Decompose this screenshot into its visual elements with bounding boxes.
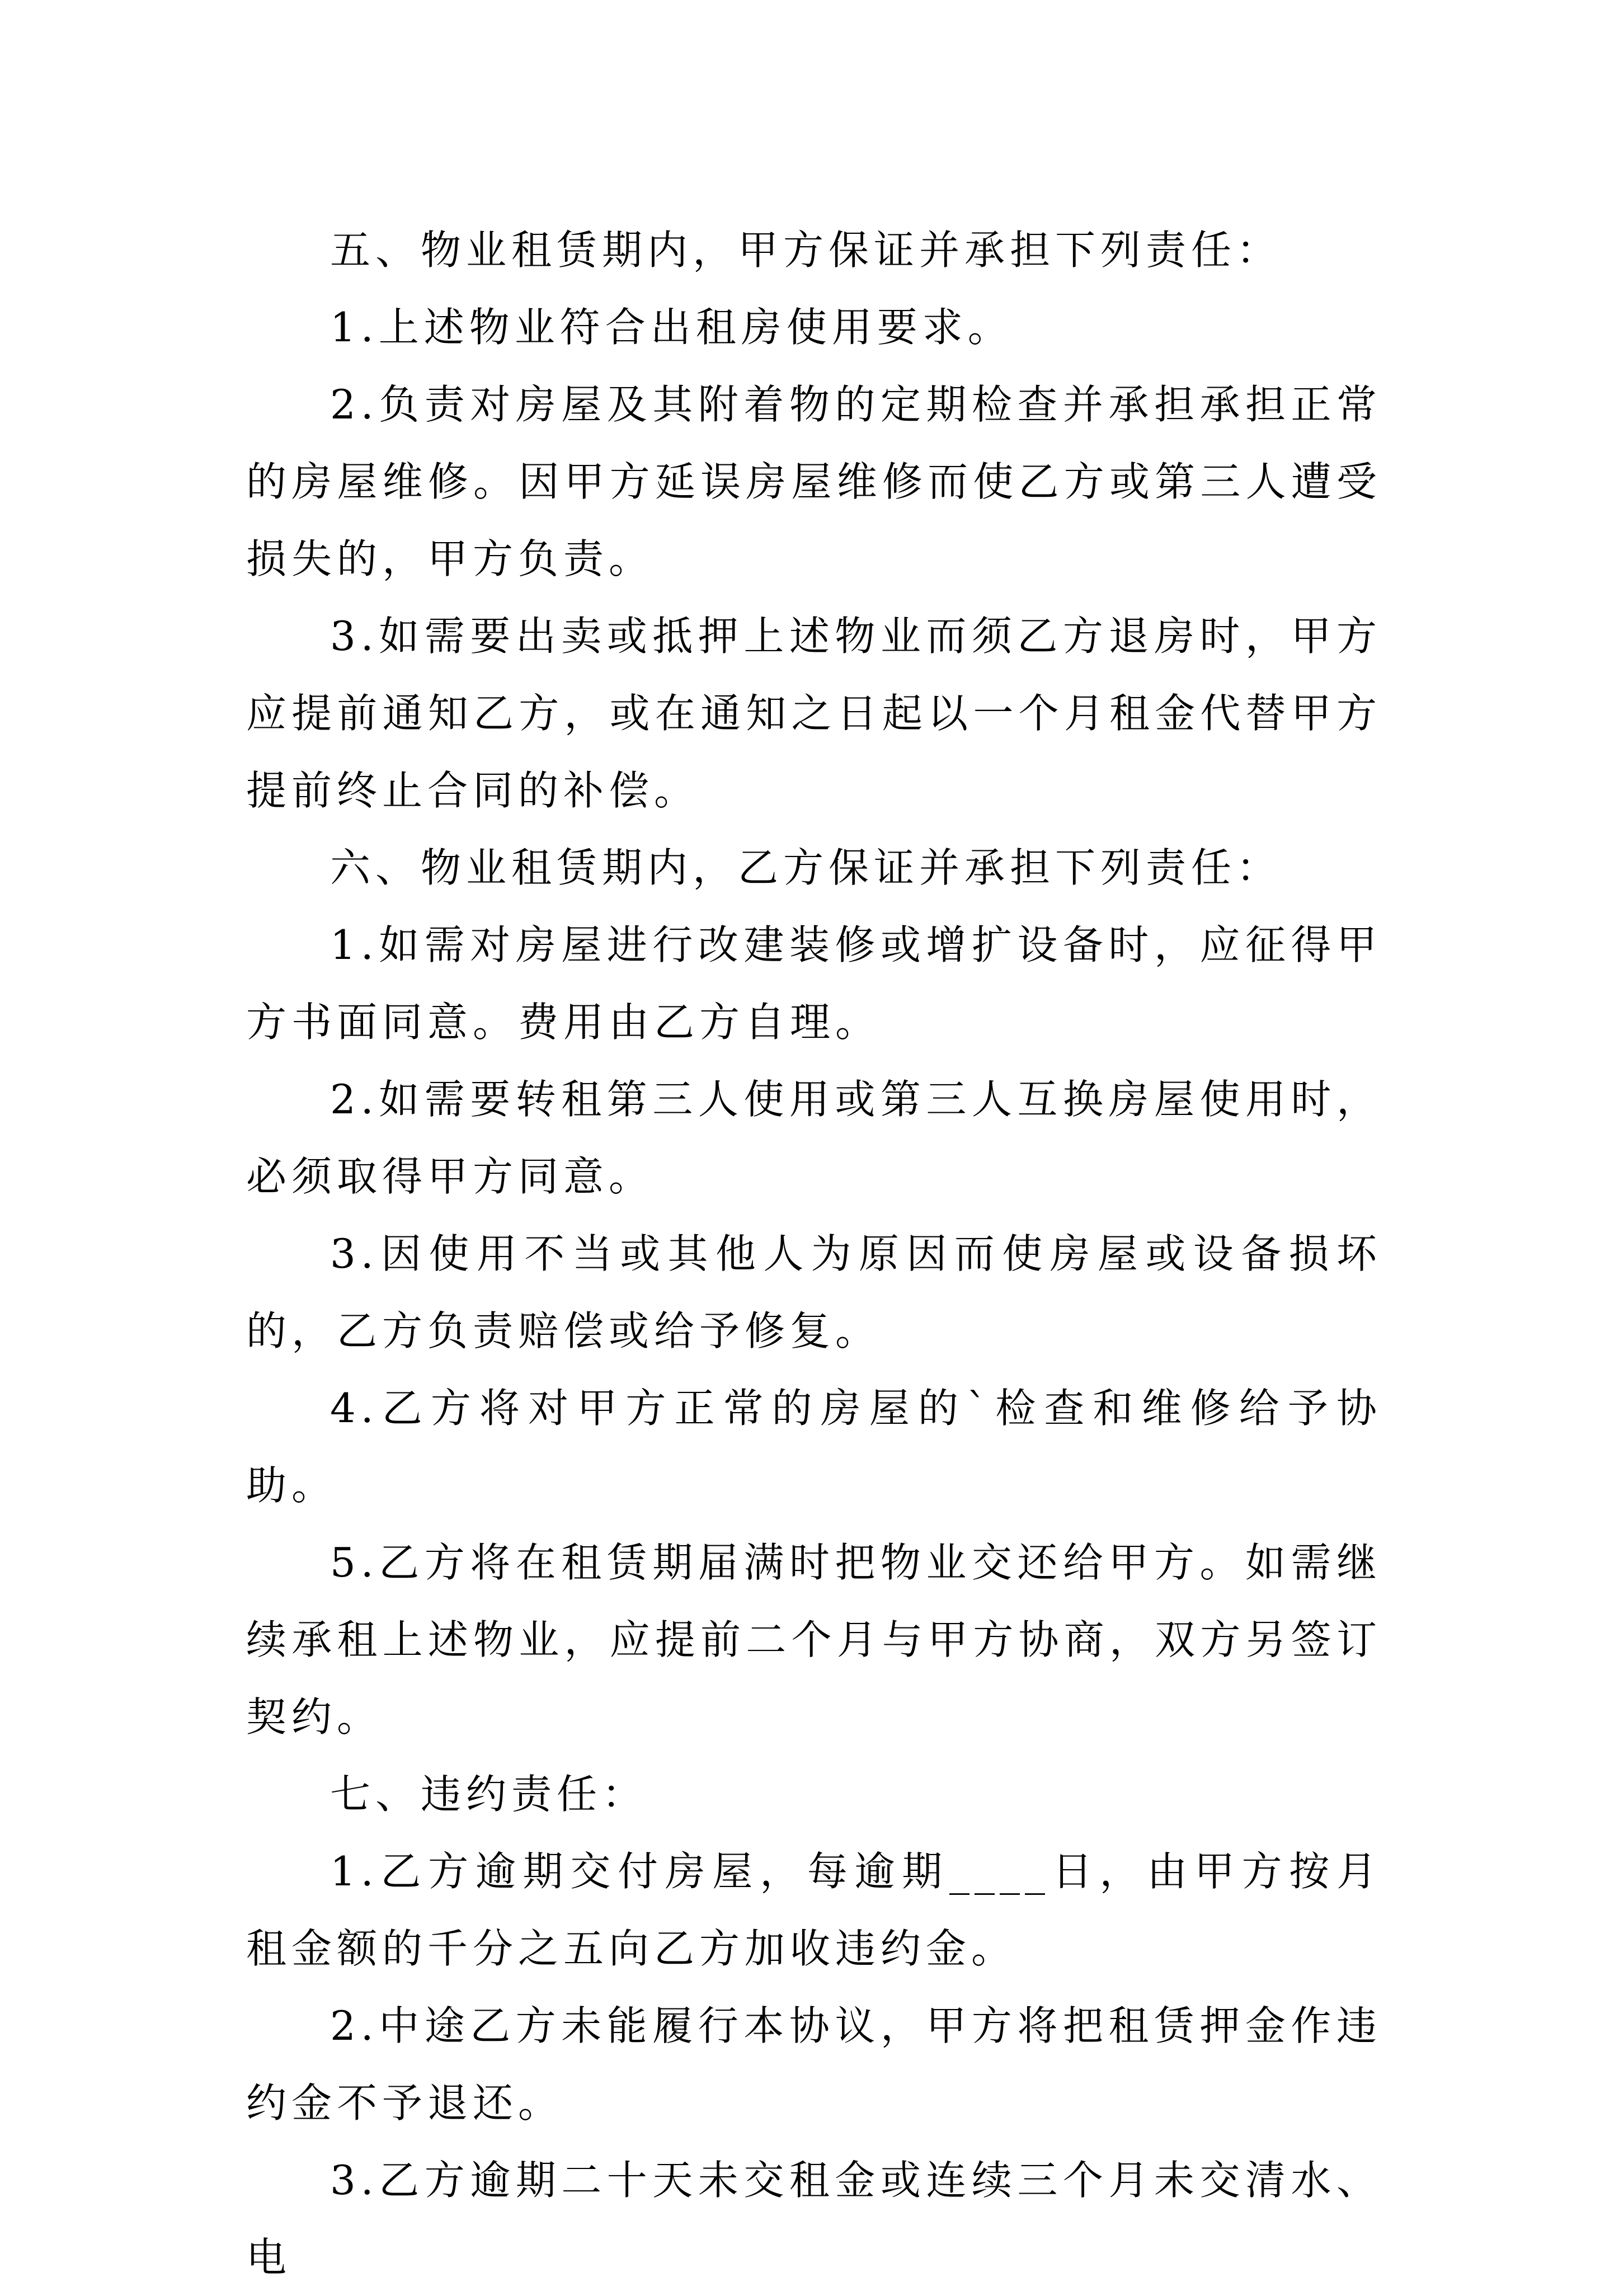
- section-5-item-2: 2.负责对房屋及其附着物的定期检查并承担承担正常的房屋维修。因甲方延误房屋维修而使乙方或第三人遭受损失的，甲方负责。: [246, 381, 1382, 582]
- section-5-heading: 五、物业租赁期内，甲方保证并承担下列责任：: [330, 227, 1282, 274]
- section-6-item-3: 3.因使用不当或其他人为原因而使房屋或设备损坏的，乙方负责赔偿或给予修复。: [246, 1230, 1382, 1354]
- section-6-item-4: 4.乙方将对甲方正常的房屋的`检查和维修给予协助。: [246, 1385, 1382, 1509]
- document-body: [246, 211, 1382, 2296]
- section-7-heading: 七、违约责任：: [330, 1771, 648, 1818]
- section-7-item-3: 3.乙方逾期二十天未交租金或连续三个月未交清水、电: [246, 2157, 1382, 2281]
- section-7-item-2: 2.中途乙方未能履行本协议，甲方将把租赁押金作违约金不予退还。: [246, 2002, 1382, 2126]
- section-6-item-5: 5.乙方将在租赁期届满时把物业交还给甲方。如需继续承租上述物业，应提前二个月与甲方协商，双方另签订契约。: [246, 1539, 1382, 1740]
- section-6-item-1: 1.如需对房屋进行改建装修或增扩设备时，应征得甲方书面同意。费用由乙方自理。: [246, 921, 1382, 1046]
- section-5-item-3: 3.如需要出卖或抵押上述物业而须乙方退房时，甲方应提前通知乙方，或在通知之日起以一个月租金代替甲方提前终止合同的补偿。: [246, 613, 1382, 814]
- section-7-item-1: 1.乙方逾期交付房屋，每逾期____日，由甲方按月租金额的千分之五向乙方加收违约金。: [246, 1848, 1382, 1972]
- section-5-item-1: 1.上述物业符合出租房使用要求。: [330, 304, 1013, 351]
- section-6-heading: 六、物业租赁期内，乙方保证并承担下列责任：: [330, 844, 1282, 891]
- section-6-item-2: 2.如需要转租第三人使用或第三人互换房屋使用时，必须取得甲方同意。: [246, 1076, 1382, 1200]
